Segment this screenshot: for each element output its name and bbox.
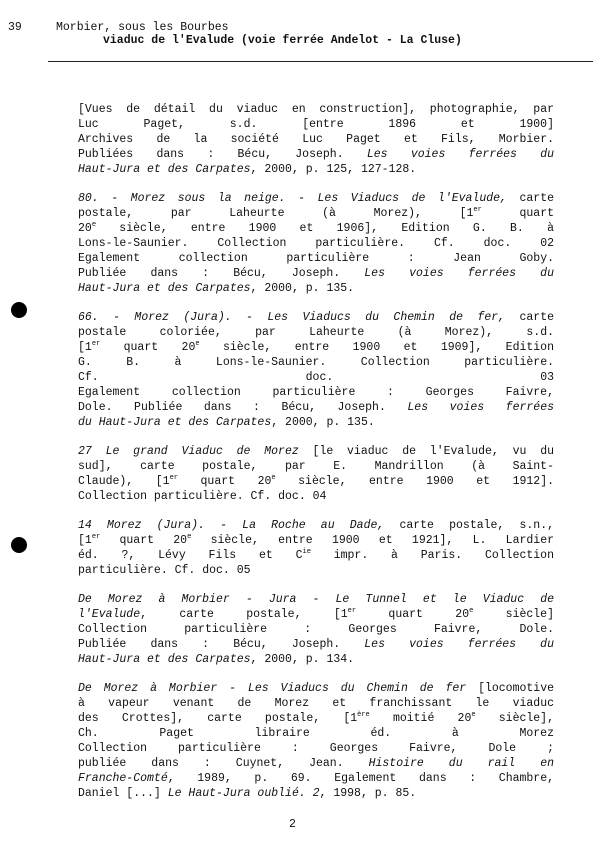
entry-line: Egalement collection particulière : Georges Faivre,: [78, 386, 554, 399]
bibliography-entry: [78, 592, 554, 667]
entry-line: particulière. Cf. doc. 05: [78, 564, 251, 577]
entry-first-line: [78, 592, 554, 607]
entry-line: à vapeur venant de Morez et franchissant le viaduc: [78, 697, 554, 710]
entry-line: Lons-le-Saunier. Collection particulière. Cf. doc. 02: [78, 237, 554, 250]
entry-title: De Morez à Morbier - Les Viaducs du Chemin de fer: [78, 682, 467, 695]
entry-line: des Crottes], carte postale, [1ère moitié 20e siècle],: [78, 711, 554, 725]
bibliography-entry: [78, 102, 554, 177]
entry-title: 80. - Morez sous la neige. - Les Viaducs de l'Evalude,: [78, 192, 507, 205]
entry-line: éd. ?, Lévy Fils et $C^{ie}$ impr. à Paris. Collection: [78, 548, 554, 562]
entry-line: Publiée dans : Bécu, Joseph. Les voies ferrées du: [78, 267, 554, 280]
header-location: Morbier, sous les Bourbes: [56, 21, 229, 34]
entry-line: 20e siècle, entre 1900 et 1906], Edition G. B. à: [78, 221, 554, 235]
entry-line: Claude), [1er quart 20e siècle, entre 1900 et 1912].: [78, 474, 554, 488]
entry-line: Haut-Jura et des Carpates, 2000, p. 125, 127-128.: [78, 163, 417, 176]
bibliography-entry: [78, 681, 554, 801]
entry-first-line: [78, 310, 554, 325]
entry-first-line: [78, 102, 554, 117]
entry-line: l'Evalude, carte postale, [1er quart 20e siècle]: [78, 607, 554, 621]
header-rule: [48, 61, 593, 62]
entry-lead: carte: [519, 192, 554, 205]
header-subject: viaduc de l'Evalude (voie ferrée Andelot - La Cluse): [103, 34, 462, 47]
entry-line: Collection particulière. Cf. doc. 04: [78, 490, 327, 503]
bibliography-entry: [78, 191, 554, 296]
entry-line: Collection particulière : Georges Faivre, Dole.: [78, 623, 554, 636]
entry-title: 27 Le grand Viaduc de Morez: [78, 445, 299, 458]
bibliography-list: [78, 102, 554, 815]
entry-line: Archives de la société Luc Paget et Fils, Morbier.: [78, 133, 554, 146]
entry-line: Cf. doc. 03: [78, 371, 554, 384]
entry-first-line: [78, 518, 554, 533]
entry-first-line: [78, 444, 554, 459]
entry-line: du Haut-Jura et des Carpates, 2000, p. 135.: [78, 416, 375, 429]
entry-line: Daniel [...] Le Haut-Jura oublié. 2, 1998, p. 85.: [78, 787, 417, 800]
entry-title: 14 Morez (Jura). - La Roche au Dade,: [78, 519, 385, 532]
entry-line: Haut-Jura et des Carpates, 2000, p. 135.: [78, 282, 355, 295]
entry-line: postale coloriée, par Laheurte (à Morez), s.d.: [78, 326, 554, 339]
punch-hole-top: [11, 302, 27, 318]
entry-lead: [locomotive: [478, 682, 554, 695]
entry-line: sud], carte postale, par E. Mandrillon (à Saint-: [78, 460, 554, 473]
entry-line: Luc Paget, s.d. [entre 1896 et 1900]: [78, 118, 554, 131]
entry-line: publiée dans : Cuynet, Jean. Histoire du rail en: [78, 757, 554, 770]
entry-line: G. B. à Lons-le-Saunier. Collection particulière.: [78, 356, 554, 369]
entry-line: Haut-Jura et des Carpates, 2000, p. 134.: [78, 653, 355, 666]
bibliography-entry: [78, 310, 554, 430]
entry-line: Publiées dans : Bécu, Joseph. Les voies ferrées du: [78, 148, 554, 161]
entry-line: postale, par Laheurte (à Morez), [1er quart: [78, 206, 554, 220]
entry-first-line: [78, 191, 554, 206]
entry-lead: [Vues de détail du viaduc en construction], photographie, par: [78, 103, 554, 116]
entry-title: De Morez à Morbier - Jura - Le Tunnel et le Viaduc de: [78, 593, 554, 606]
entry-title: 66. - Morez (Jura). - Les Viaducs du Chemin de fer,: [78, 311, 506, 324]
entry-lead: carte postale, s.n.,: [399, 519, 554, 532]
entry-line: Publiée dans : Bécu, Joseph. Les voies ferrées du: [78, 638, 554, 651]
entry-line: Collection particulière : Georges Faivre, Dole ;: [78, 742, 554, 755]
entry-line: Dole. Publiée dans : Bécu, Joseph. Les voies ferrées: [78, 401, 554, 414]
page-header: [0, 0, 595, 64]
entry-first-line: [78, 681, 554, 696]
entry-lead: carte: [519, 311, 554, 324]
entry-line: Ch. Paget libraire éd. à Morez: [78, 727, 554, 740]
entry-line: [1er quart 20e siècle, entre 1900 et 1909], Edition: [78, 340, 554, 354]
footer-page-number: 2: [289, 818, 296, 831]
entry-line: Egalement collection particulière : Jean Goby.: [78, 252, 554, 265]
entry-lead: [le viaduc de l'Evalude, vu du: [312, 445, 554, 458]
header-page-number: 39: [8, 21, 22, 34]
entry-line: [1er quart 20e siècle, entre 1900 et 1921], L. Lardier: [78, 533, 554, 547]
punch-hole-bottom: [11, 537, 27, 553]
entry-line: Franche-Comté, 1989, p. 69. Egalement dans : Chambre,: [78, 772, 554, 785]
bibliography-entry: [78, 444, 554, 504]
bibliography-entry: [78, 518, 554, 578]
